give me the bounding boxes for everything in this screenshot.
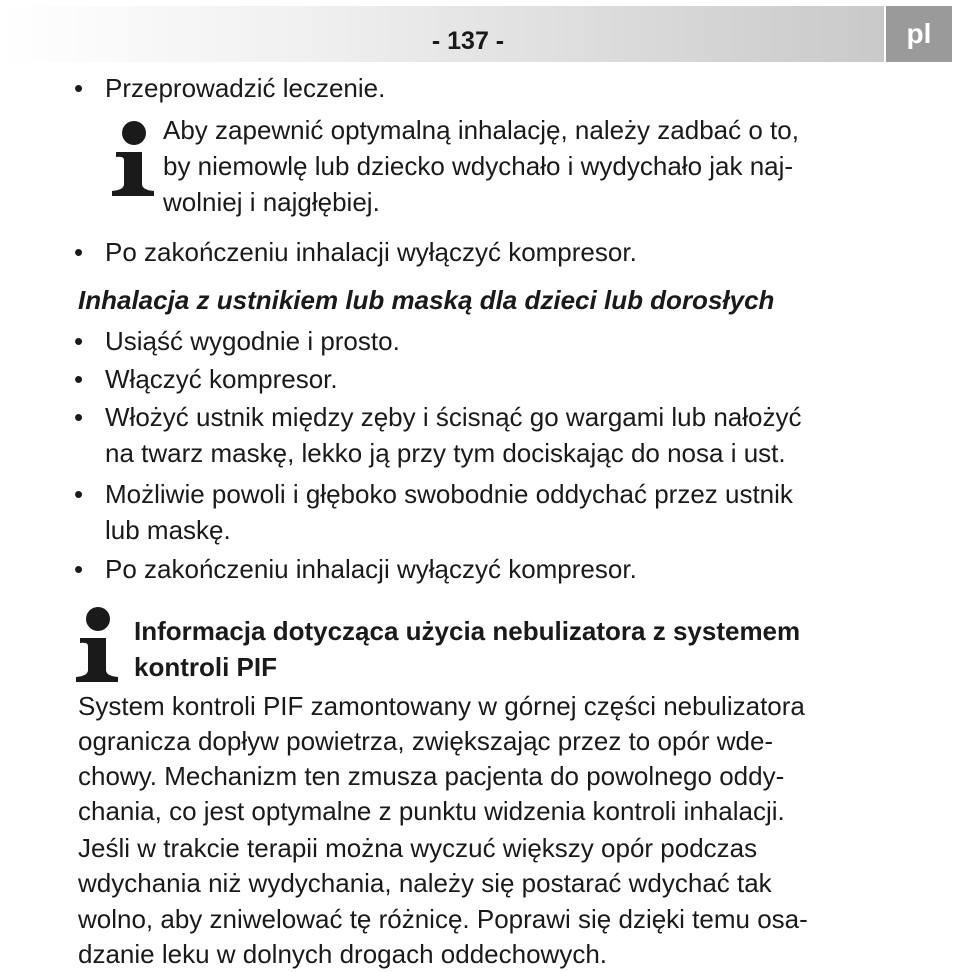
bullet-dot: • — [74, 479, 84, 509]
page-number: - 137 - — [431, 27, 505, 55]
info-heading: Informacja dotycząca użycia nebulizatora z systemem — [134, 616, 801, 646]
list-item-continuation: na twarz maskę, lekko ją przy tym dociskając do nosa i ust. — [105, 438, 786, 468]
list-item: Włączyć kompresor. — [105, 364, 338, 394]
paragraph-line: Jeśli w trakcie terapii można wyczuć większy opór podczas — [78, 833, 758, 863]
list-item: Po zakończeniu inhalacji wyłączyć kompresor. — [105, 554, 637, 584]
bullet-dot: • — [74, 326, 84, 356]
info-text-line: by niemowlę lub dziecko wdychało i wydychało jak naj- — [163, 151, 794, 181]
paragraph-line: wdychania niż wydychania, należy się postarać wdychać tak — [78, 868, 772, 898]
bullet-dot: • — [74, 402, 84, 432]
paragraph-line: chowy. Mechanizm ten zmusza pacjenta do powolnego oddy- — [78, 761, 785, 791]
bullet-dot: • — [74, 554, 84, 584]
info-icon — [108, 120, 164, 200]
paragraph-line: wolno, aby zniwelować tę różnicę. Poprawi się dzięki temu osa- — [78, 904, 808, 934]
paragraph-line: dzanie leku w dolnych drogach oddechowych. — [78, 939, 608, 969]
list-item: Przeprowadzić leczenie. — [105, 73, 386, 103]
paragraph-line: System kontroli PIF zamontowany w górnej części nebulizatora — [78, 691, 805, 721]
bullet-dot: • — [74, 237, 84, 267]
paragraph-line: chania, co jest optymalne z punktu widzenia kontroli inhalacji. — [78, 796, 785, 826]
list-item: Włożyć ustnik między zęby i ścisnąć go wargami lub nałożyć — [105, 402, 802, 432]
bullet-dot: • — [74, 364, 84, 394]
language-tab: pl — [886, 6, 952, 62]
list-item: Po zakończeniu inhalacji wyłączyć kompresor. — [105, 237, 637, 267]
info-icon — [72, 606, 128, 686]
info-heading: kontroli PIF — [134, 652, 277, 682]
info-text-line: wolniej i najgłębiej. — [163, 187, 380, 217]
paragraph-line: ogranicza dopływ powietrza, zwiększając przez to opór wde- — [78, 726, 774, 756]
list-item: Możliwie powoli i głęboko swobodnie oddychać przez ustnik — [105, 479, 793, 509]
list-item-continuation: lub maskę. — [105, 515, 231, 545]
bullet-dot: • — [74, 73, 84, 103]
list-item: Usiąść wygodnie i prosto. — [105, 326, 400, 356]
section-heading: Inhalacja z ustnikiem lub maską dla dzieci lub dorosłych — [78, 285, 775, 315]
info-text-line: Aby zapewnić optymalną inhalację, należy zadbać o to, — [163, 115, 799, 145]
